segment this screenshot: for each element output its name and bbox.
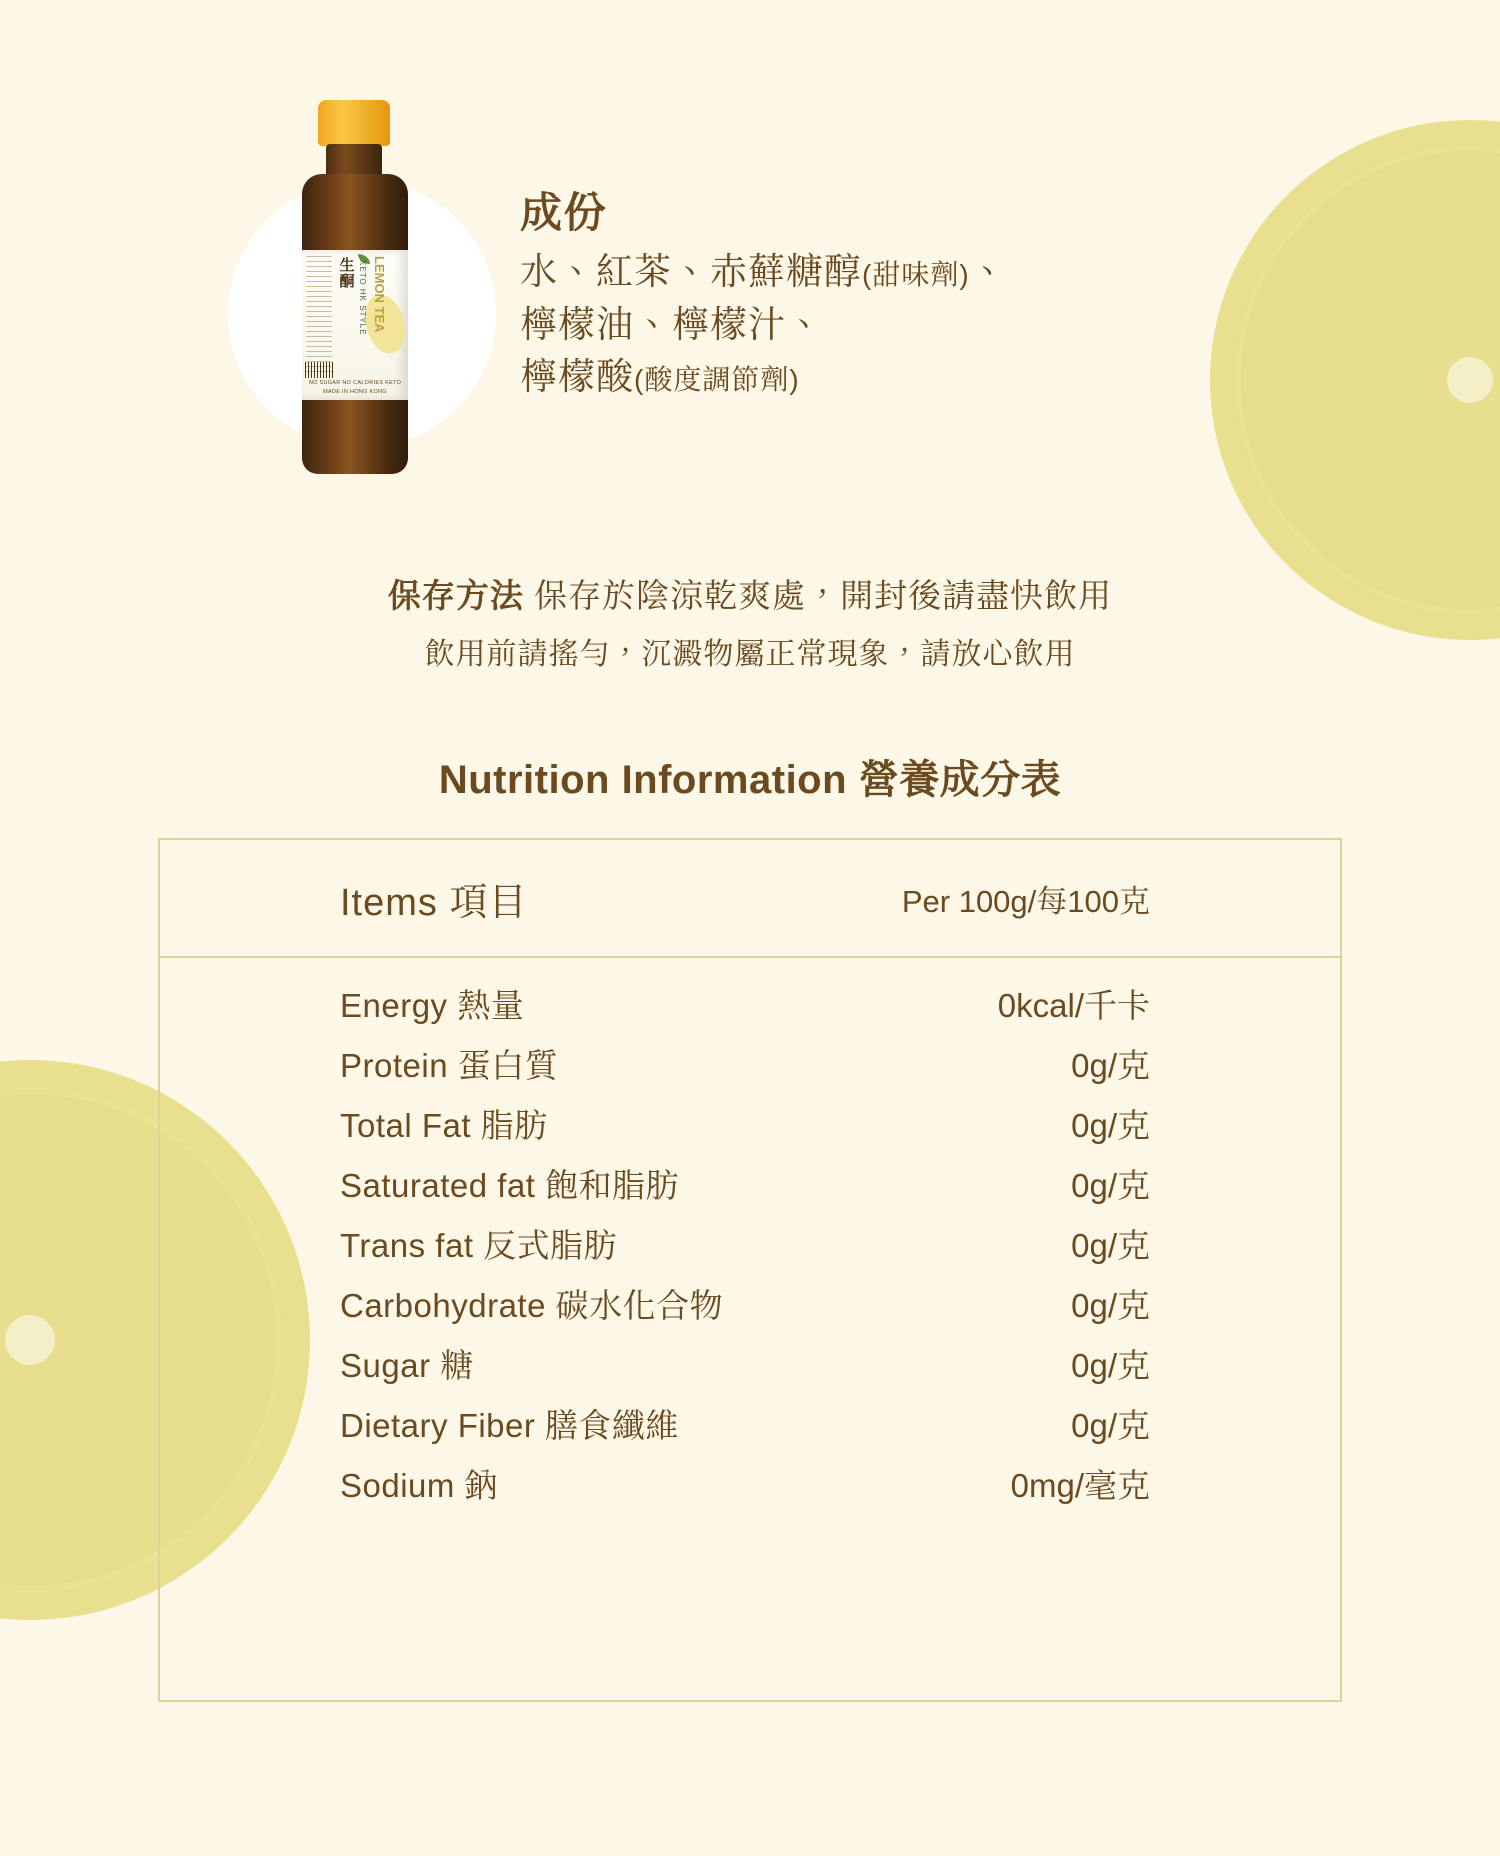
- nutrient-name: Sodium 鈉: [340, 1467, 499, 1504]
- nutrient-value: 0g/克: [1071, 1287, 1150, 1324]
- table-row: [160, 1100, 1340, 1160]
- label-title: 生酮: [339, 257, 355, 290]
- storage-line: [0, 570, 1500, 617]
- nutrient-value: 0g/克: [1071, 1167, 1150, 1204]
- bottle-image: [0, 80, 520, 480]
- nutrition-table: [158, 838, 1342, 1702]
- table-row: [160, 1340, 1340, 1400]
- storage-note: 飲用前請搖勻，沉澱物屬正常現象，請放心飲用: [424, 638, 1076, 671]
- nutrient-name: Total Fat 脂肪: [340, 1107, 548, 1144]
- table-row: [160, 1400, 1340, 1460]
- lemon-core: [5, 1315, 55, 1365]
- nutrient-value: 0kcal/千卡: [997, 987, 1150, 1024]
- nutrient-name: Sugar 糖: [340, 1347, 474, 1384]
- ingredients-line-tail: 、: [969, 251, 1008, 292]
- ingredients-line: [520, 351, 1008, 404]
- storage-label: 保存方法: [387, 577, 524, 614]
- nutrition-table-header: [160, 840, 1340, 958]
- bottle-cap: [318, 100, 390, 146]
- ingredients-block: [520, 80, 1008, 404]
- barcode-icon: [305, 362, 335, 378]
- ingredients-line-note: (甜味劑): [862, 259, 970, 290]
- ingredients-line-main: 水、紅茶、赤蘚糖醇: [520, 251, 862, 292]
- ingredients-line: [520, 246, 1008, 299]
- nutrient-name: Trans fat 反式脂肪: [340, 1227, 618, 1264]
- nutrient-value: 0g/克: [1071, 1347, 1150, 1384]
- nutrient-value: 0mg/毫克: [1010, 1467, 1150, 1504]
- ingredients-line-main: 檸檬油、檸檬汁、: [520, 303, 824, 345]
- ingredients-line: [520, 299, 1008, 352]
- nutrient-value: 0g/克: [1071, 1107, 1150, 1144]
- nutrient-name: Carbohydrate 碳水化合物: [340, 1287, 724, 1324]
- bottle-graphic: [300, 100, 410, 480]
- storage-section: [0, 570, 1500, 673]
- label-footnote: NO SUGAR NO CALORIES KETO: [308, 380, 402, 386]
- table-row: [160, 1460, 1340, 1520]
- nutrient-name: Protein 蛋白質: [340, 1047, 559, 1084]
- nutrient-value: 0g/克: [1071, 1227, 1150, 1264]
- label-origin: MADE IN HONG KONG: [323, 389, 387, 395]
- bottle-label: [302, 250, 408, 400]
- nutrient-name: Dietary Fiber 膳食纖維: [340, 1407, 680, 1444]
- ingredients-line-note: (酸度調節劑): [634, 364, 800, 396]
- storage-text: 保存於陰涼乾爽處，開封後請盡快飲用: [534, 577, 1113, 614]
- ingredients-line-main: 檸檬酸: [520, 356, 634, 398]
- table-row: [160, 980, 1340, 1040]
- table-row: [160, 1040, 1340, 1100]
- label-english-name: LEMON TEA: [372, 256, 387, 333]
- nutrition-table-body: [160, 958, 1340, 1520]
- nutrition-title: Nutrition Information 營養成分表: [438, 758, 1062, 802]
- table-row: [160, 1160, 1340, 1220]
- nutrient-name: Energy 熱量: [340, 987, 525, 1024]
- nutrient-value: 0g/克: [1071, 1407, 1150, 1444]
- ingredients-heading: 成份: [520, 189, 609, 236]
- nutrient-value: 0g/克: [1071, 1047, 1150, 1084]
- nutrition-col-items: Items 項目: [340, 881, 528, 924]
- label-texture: [306, 256, 332, 376]
- product-intro-section: [0, 80, 1500, 480]
- label-subtitle: KETO HK STYLE: [358, 260, 367, 336]
- nutrition-col-per: Per 100g/每100克: [901, 883, 1150, 919]
- nutrient-name: Saturated fat 飽和脂肪: [340, 1167, 680, 1204]
- table-row: [160, 1220, 1340, 1280]
- table-row: [160, 1280, 1340, 1340]
